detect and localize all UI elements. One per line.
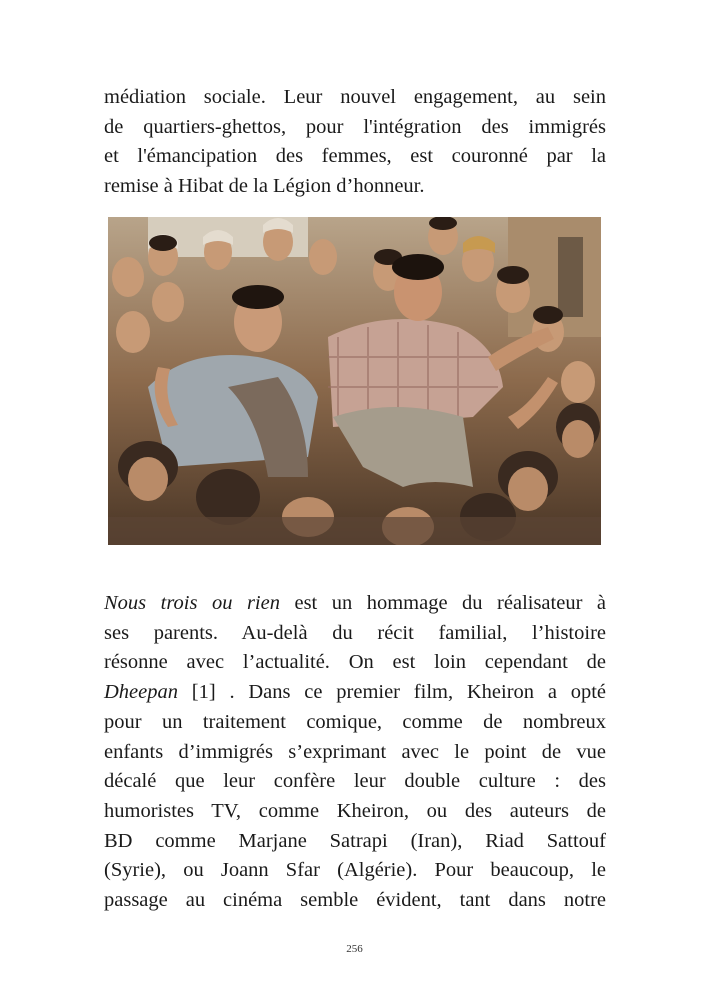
text-line: et l'émancipation des femmes, est couronné par la — [104, 145, 606, 168]
text-line: décalé que leur confère leur double culture : des — [104, 770, 606, 793]
film-still-photo — [108, 217, 601, 545]
text-line — [104, 589, 606, 619]
text-line: enfants d’immigrés s’exprimant avec le point de vue — [104, 740, 606, 763]
text-line: médiation sociale. Leur nouvel engagement, au sein — [104, 86, 606, 108]
text-line: (Syrie), ou Joann Sfar (Algérie). Pour beaucoup, le — [104, 859, 606, 882]
text-fragment: [1] . Dans ce premier film, Kheiron a opté — [178, 681, 606, 704]
text-line: humoristes TV, comme Kheiron, ou des auteurs de — [104, 799, 606, 822]
text-line: de quartiers-ghettos, pour l'intégration des immigrés — [104, 115, 606, 138]
text-fragment: est un hommage du réalisateur à — [279, 592, 606, 614]
film-title-italic: Nous trois ou rien — [104, 592, 280, 614]
paragraph-2 — [104, 589, 606, 916]
text-line — [104, 678, 606, 708]
film-title-italic: Dheepan — [104, 681, 179, 704]
text-line: remise à Hibat de la Légion d’honneur. — [104, 175, 425, 198]
text-line: résonne avec l’actualité. On est loin cependant de — [104, 651, 606, 674]
text-line: pour un traitement comique, comme de nombreux — [104, 710, 606, 733]
paragraph-1 — [104, 83, 606, 202]
text-line: ses parents. Au-delà du récit familial, l’histoire — [104, 621, 606, 644]
page-number: 256 — [346, 943, 363, 955]
text-line: passage au cinéma semble évident, tant dans notre — [104, 889, 606, 912]
text-line: BD comme Marjane Satrapi (Iran), Riad Sattouf — [104, 829, 606, 852]
